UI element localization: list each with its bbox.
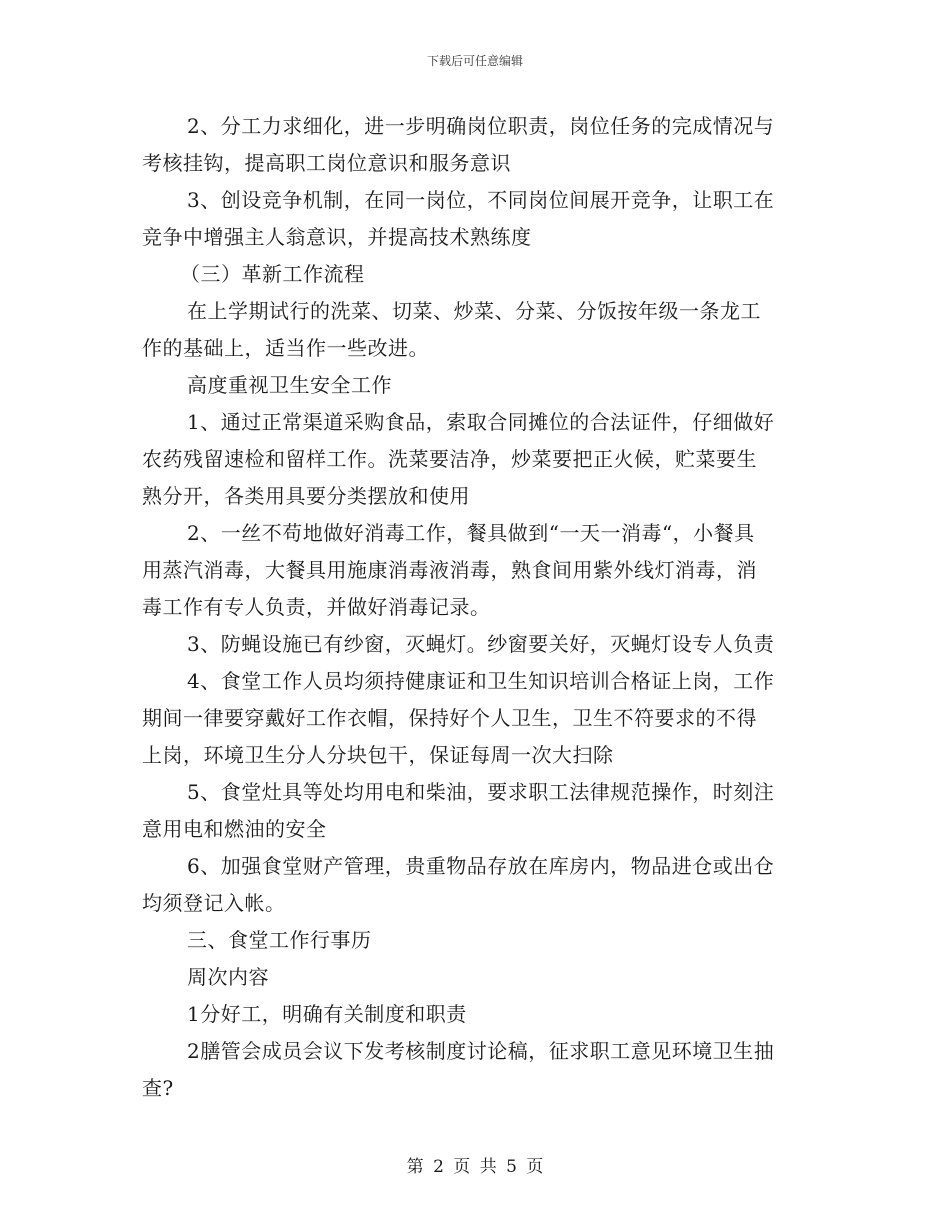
- text-line: 均须登记入帐。: [142, 891, 286, 915]
- text-line: 6、加强食堂财产管理，贵重物品存放在库房内，物品进仓或出仓: [187, 854, 775, 878]
- text-line: 考核挂钩，提高职工岗位意识和服务意识: [142, 151, 511, 175]
- text-line: 3、创设竞争机制，在同一岗位，不同岗位间展开竞争，让职工在: [187, 188, 775, 212]
- text-line: 2膳管会成员会议下发考核制度讨论稿，征求职工意见环境卫生抽: [187, 1039, 775, 1063]
- text-line: 周次内容: [187, 965, 269, 989]
- text-line: 2、一丝不苟地做好消毒工作，餐具做到“一天一消毒“，小餐具: [187, 521, 755, 545]
- text-line: 上岗，环境卫生分人分块包干，保证每周一次大扫除: [142, 743, 614, 767]
- text-line: 查?: [142, 1076, 174, 1100]
- text-line: 1分好工，明确有关制度和职责: [187, 1002, 467, 1026]
- text-line: 农药残留速检和留样工作。洗菜要洁净，炒菜要把正火候，贮菜要生: [142, 447, 757, 471]
- text-line: 2、分工力求细化，进一步明确岗位职责，岗位任务的完成情况与: [187, 114, 775, 138]
- page-header: 下载后可任意编辑: [426, 54, 523, 68]
- text-line: 4、食堂工作人员均须持健康证和卫生知识培训合格证上岗，工作: [187, 669, 775, 693]
- document-body: [142, 108, 812, 1107]
- page-number-footer: 第 2 页 共 5 页: [406, 1157, 544, 1177]
- text-line: 竞争中增强主人翁意识，并提高技术熟练度: [142, 225, 532, 249]
- text-line: 期间一律要穿戴好工作衣帽，保持好个人卫生，卫生不符要求的不得: [142, 706, 757, 730]
- text-line: 在上学期试行的洗菜、切菜、炒菜、分菜、分饭按年级一条龙工: [187, 299, 761, 323]
- text-line: （三）革新工作流程: [180, 262, 365, 286]
- text-line: 1、通过正常渠道采购食品，索取合同摊位的合法证件，仔细做好: [187, 410, 775, 434]
- text-line: 三、食堂工作行事历: [187, 928, 372, 952]
- text-line: 3、防蝇设施已有纱窗，灭蝇灯。纱窗要关好，灭蝇灯设专人负责: [187, 632, 775, 656]
- text-line: 意用电和燃油的安全: [142, 817, 327, 841]
- text-line: 熟分开，各类用具要分类摆放和使用: [142, 484, 470, 508]
- text-line: 用蒸汽消毒，大餐具用施康消毒液消毒，熟食间用紫外线灯消毒，消: [142, 558, 757, 582]
- text-line: 作的基础上，适当作一些改进。: [142, 336, 429, 360]
- text-line: 毒工作有专人负责，并做好消毒记录。: [142, 595, 491, 619]
- text-line: 5、食堂灶具等处均用电和柴油，要求职工法律规范操作，时刻注: [187, 780, 775, 804]
- text-line: 高度重视卫生安全工作: [187, 373, 392, 397]
